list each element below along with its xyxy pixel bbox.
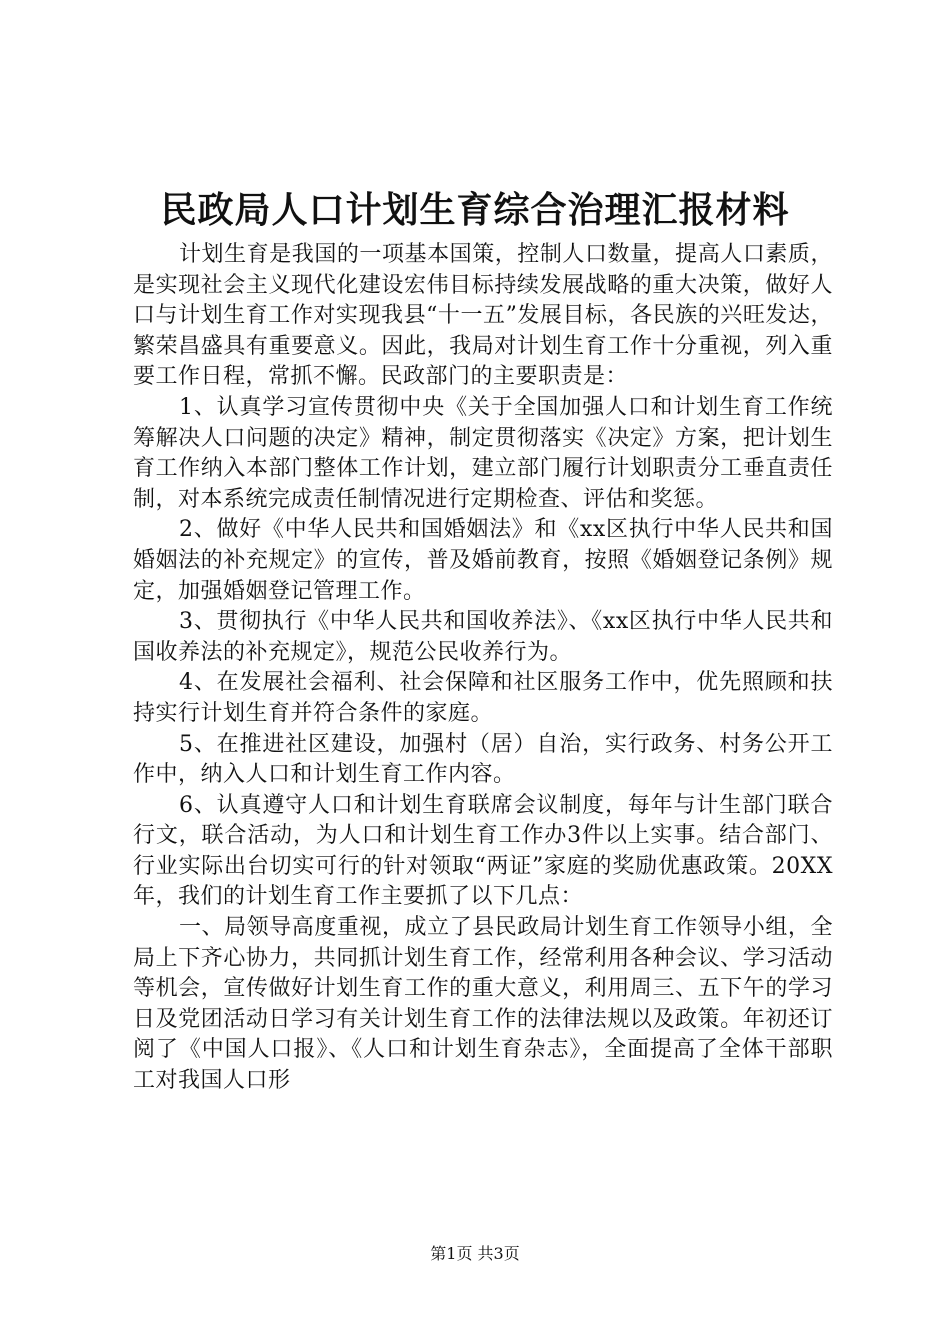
paragraph-item-6: 6、认真遵守人口和计划生育联席会议制度，每年与计生部门联合行文，联合活动，为人口和计划生育工作办3件以上实事。结合部门、行业实际出台切实可行的针对领取“两证”家庭的奖励优惠政策。20XX年，我们的计划生育工作主要抓了以下几点： xyxy=(133,792,833,910)
paragraph-item-1: 1、认真学习宣传贯彻中央《关于全国加强人口和计划生育工作统筹解决人口问题的决定》精神，制定贯彻落实《决定》方案，把计划生育工作纳入本部门整体工作计划，建立部门履行计划职责分工垂直责任制，对本系统完成责任制情况进行定期检查、评估和奖惩。 xyxy=(133,394,833,512)
paragraph-item-5: 5、在推进社区建设，加强村（居）自治，实行政务、村务公开工作中，纳入人口和计划生育工作内容。 xyxy=(133,731,833,788)
paragraph-item-4: 4、在发展社会福利、社会保障和社区服务工作中，优先照顾和扶持实行计划生育并符合条件的家庭。 xyxy=(133,670,833,726)
page-footer: 第1页 共3页 xyxy=(430,1244,520,1263)
paragraph-item-2: 2、做好《中华人民共和国婚姻法》和《xx区执行中华人民共和国婚姻法的补充规定》的宣传，普及婚前教育，按照《婚姻登记条例》规定，加强婚姻登记管理工作。 xyxy=(133,517,833,604)
document-title: 民政局人口计划生育综合治理汇报材料 xyxy=(160,189,790,231)
paragraph-intro: 计划生育是我国的一项基本国策，控制人口数量，提高人口素质，是实现社会主义现代化建设宏伟目标持续发展战略的重大决策，做好人口与计划生育工作对实现我县“十一五”发展目标，各民族的兴旺发达，繁荣昌盛具有重要意义。因此，我局对计划生育工作十分重视，列入重要工作日程，常抓不懈。民政部门的主要职责是： xyxy=(133,242,833,390)
paragraph-section-1: 一、局领导高度重视，成立了县民政局计划生育工作领导小组，全局上下齐心协力，共同抓计划生育工作，经常利用各种会议、学习活动等机会，宣传做好计划生育工作的重大意义，利用周三、五下午的学习日及党团活动日学习有关计划生育工作的法律法规以及政策。年初还订阅了《中国人口报》、《人口和计划生育杂志》，全面提高了全体干部职工对我国人口形 xyxy=(133,915,833,1094)
document-body xyxy=(133,240,833,1097)
paragraph-item-3: 3、贯彻执行《中华人民共和国收养法》、《xx区执行中华人民共和国收养法的补充规定》，规范公民收养行为。 xyxy=(133,609,833,665)
